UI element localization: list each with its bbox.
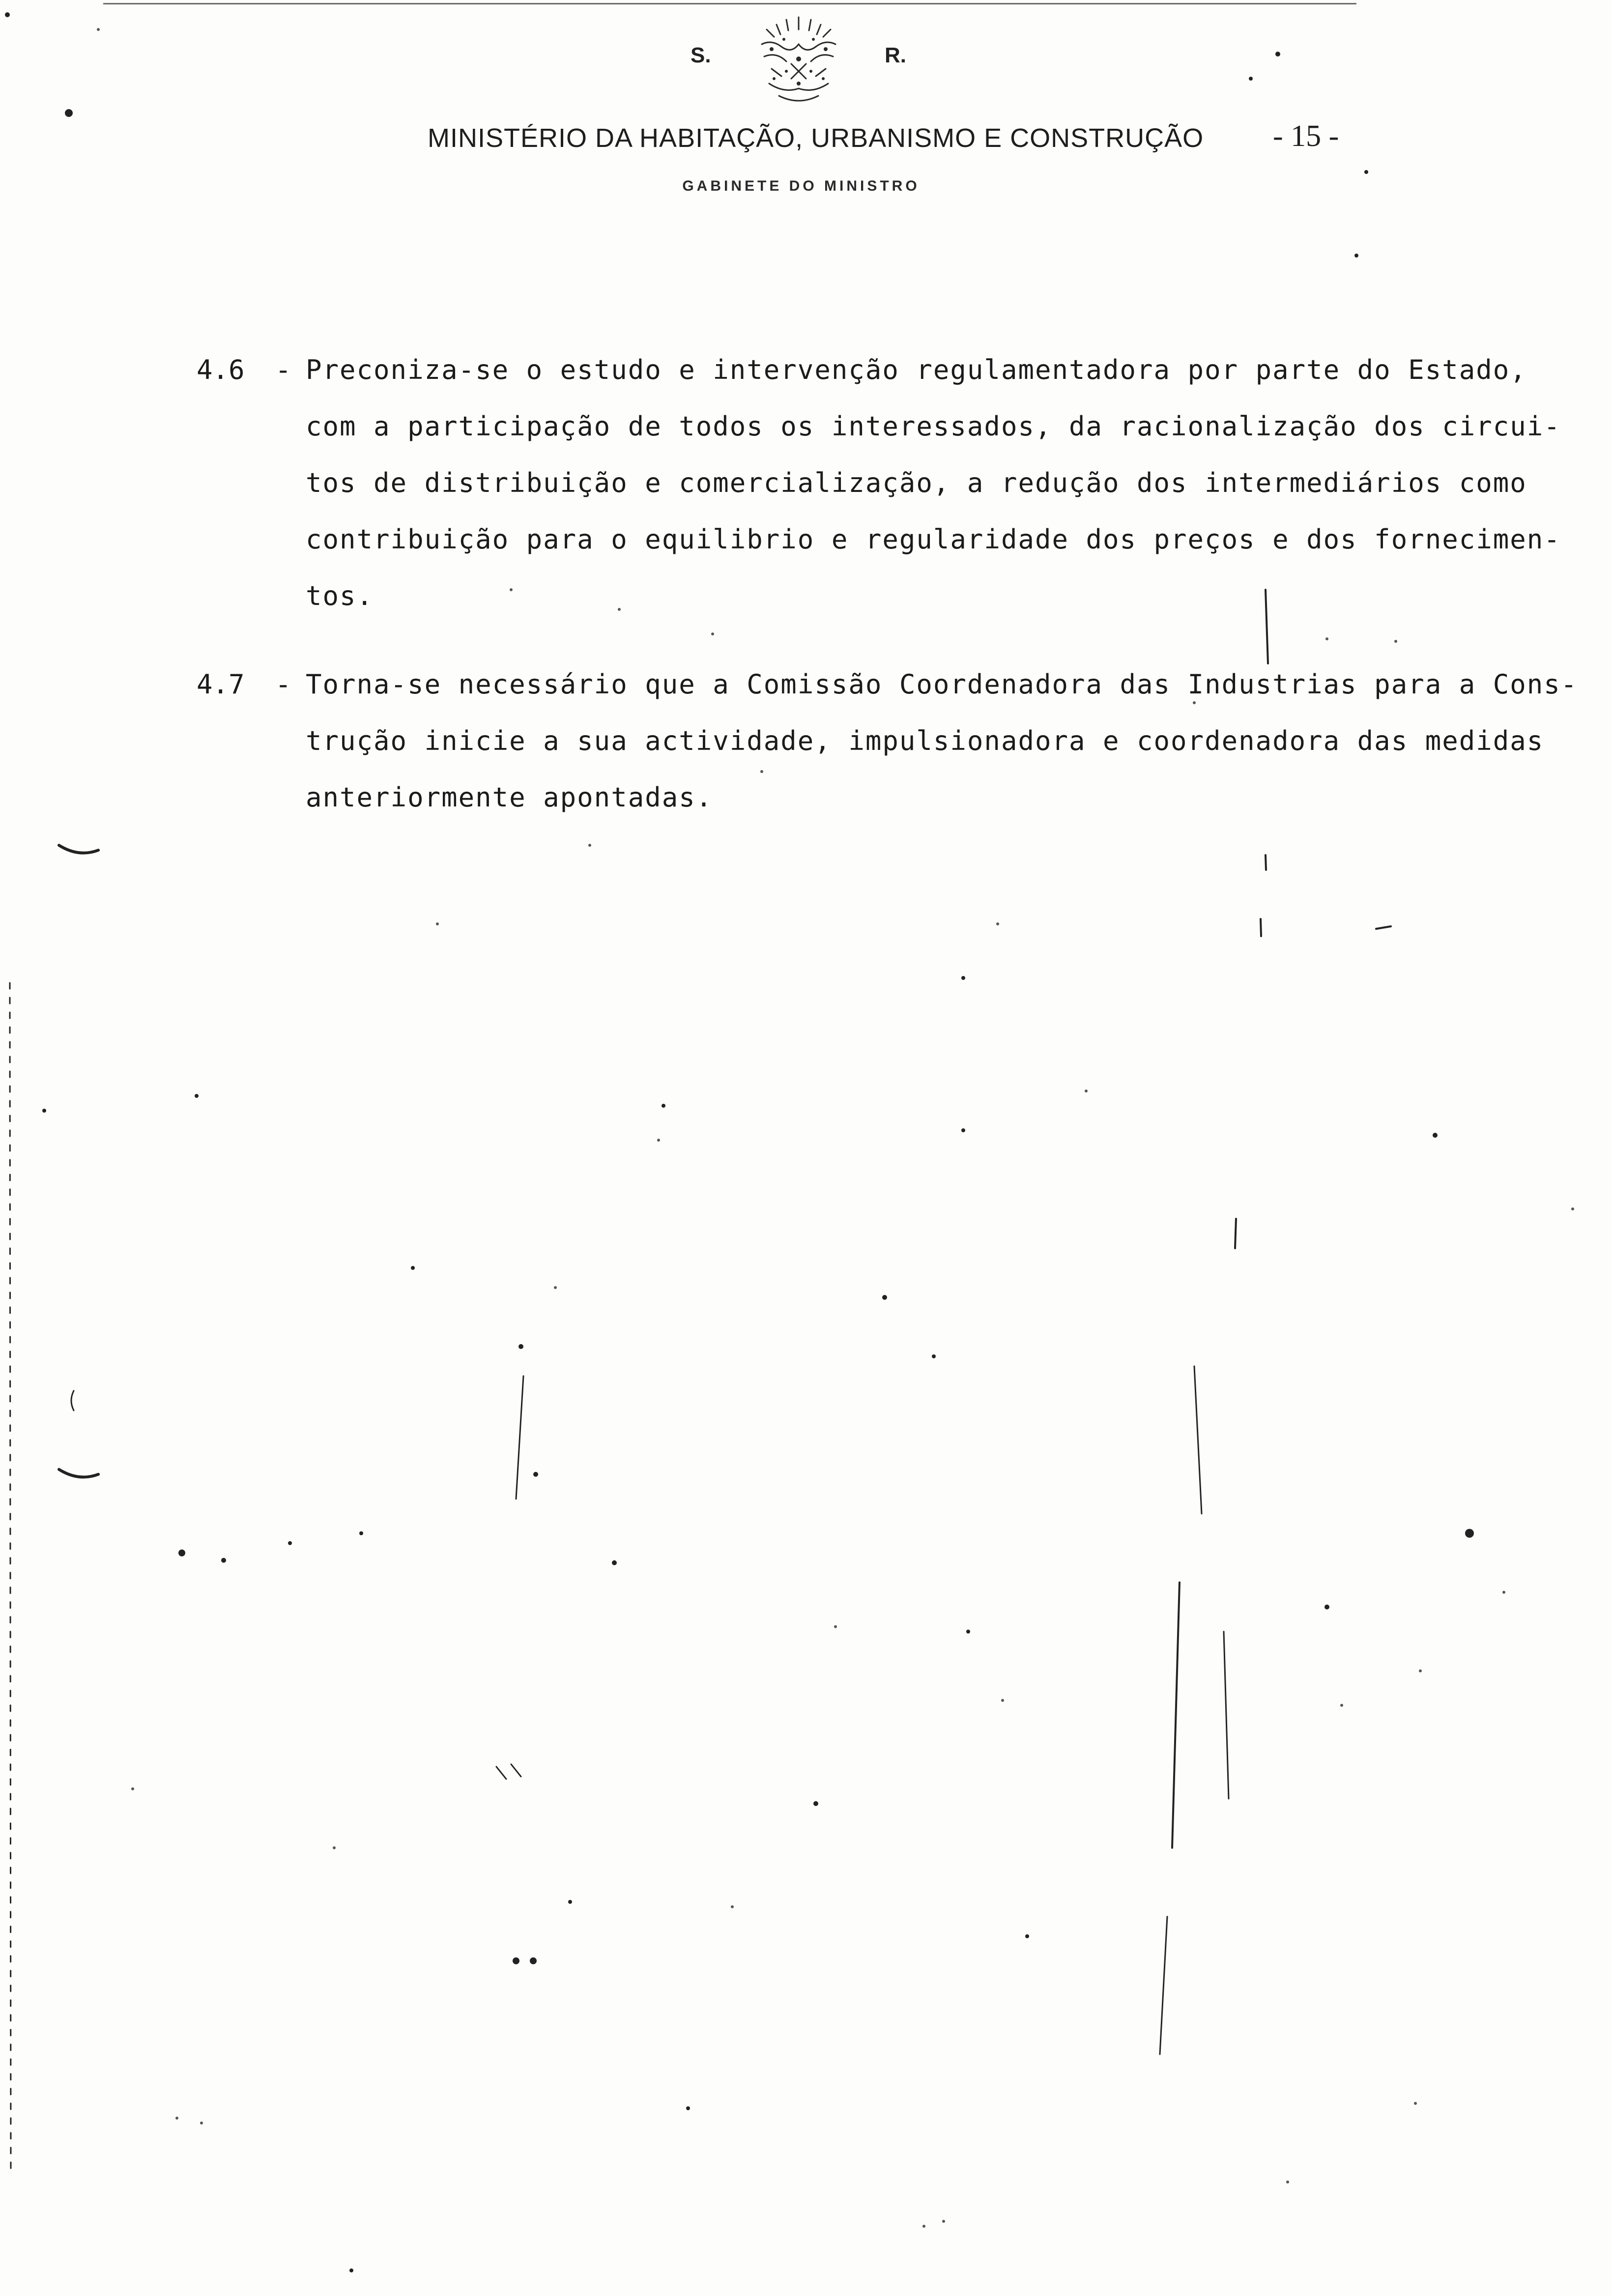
- cabinet-subtitle: GABINETE DO MINISTRO: [682, 178, 920, 194]
- text-line: anteriormente apontadas.: [306, 782, 713, 813]
- section-dash: -: [275, 354, 291, 385]
- ministry-title: MINISTÉRIO DA HABITAÇÃO, URBANISMO E CONSTRUÇÃO: [428, 123, 1204, 153]
- text-line: Preconiza-se o estudo e intervenção regulamentadora por parte do Estado,: [306, 354, 1527, 385]
- text-line: trução inicie a sua actividade, impulsionadora e coordenadora das medidas: [306, 725, 1544, 756]
- text-line: com a participação de todos os interessados, da racionalização dos circui-: [306, 411, 1561, 442]
- page-number: - 15 -: [1273, 119, 1339, 153]
- seal-letter-left: S.: [691, 43, 711, 67]
- section-number: 4.6: [197, 354, 245, 385]
- text-line: Torna-se necessário que a Comissão Coordenadora das Industrias para a Cons-: [306, 669, 1578, 700]
- text-line: tos de distribuição e comercialização, a redução dos intermediários como: [306, 467, 1527, 498]
- section-number: 4.7: [197, 669, 245, 700]
- text-line: contribuição para o equilibrio e regularidade dos preços e dos fornecimen-: [306, 524, 1561, 555]
- text-line: tos.: [306, 580, 374, 611]
- seal-letter-right: R.: [885, 43, 906, 67]
- section-dash: -: [275, 669, 291, 700]
